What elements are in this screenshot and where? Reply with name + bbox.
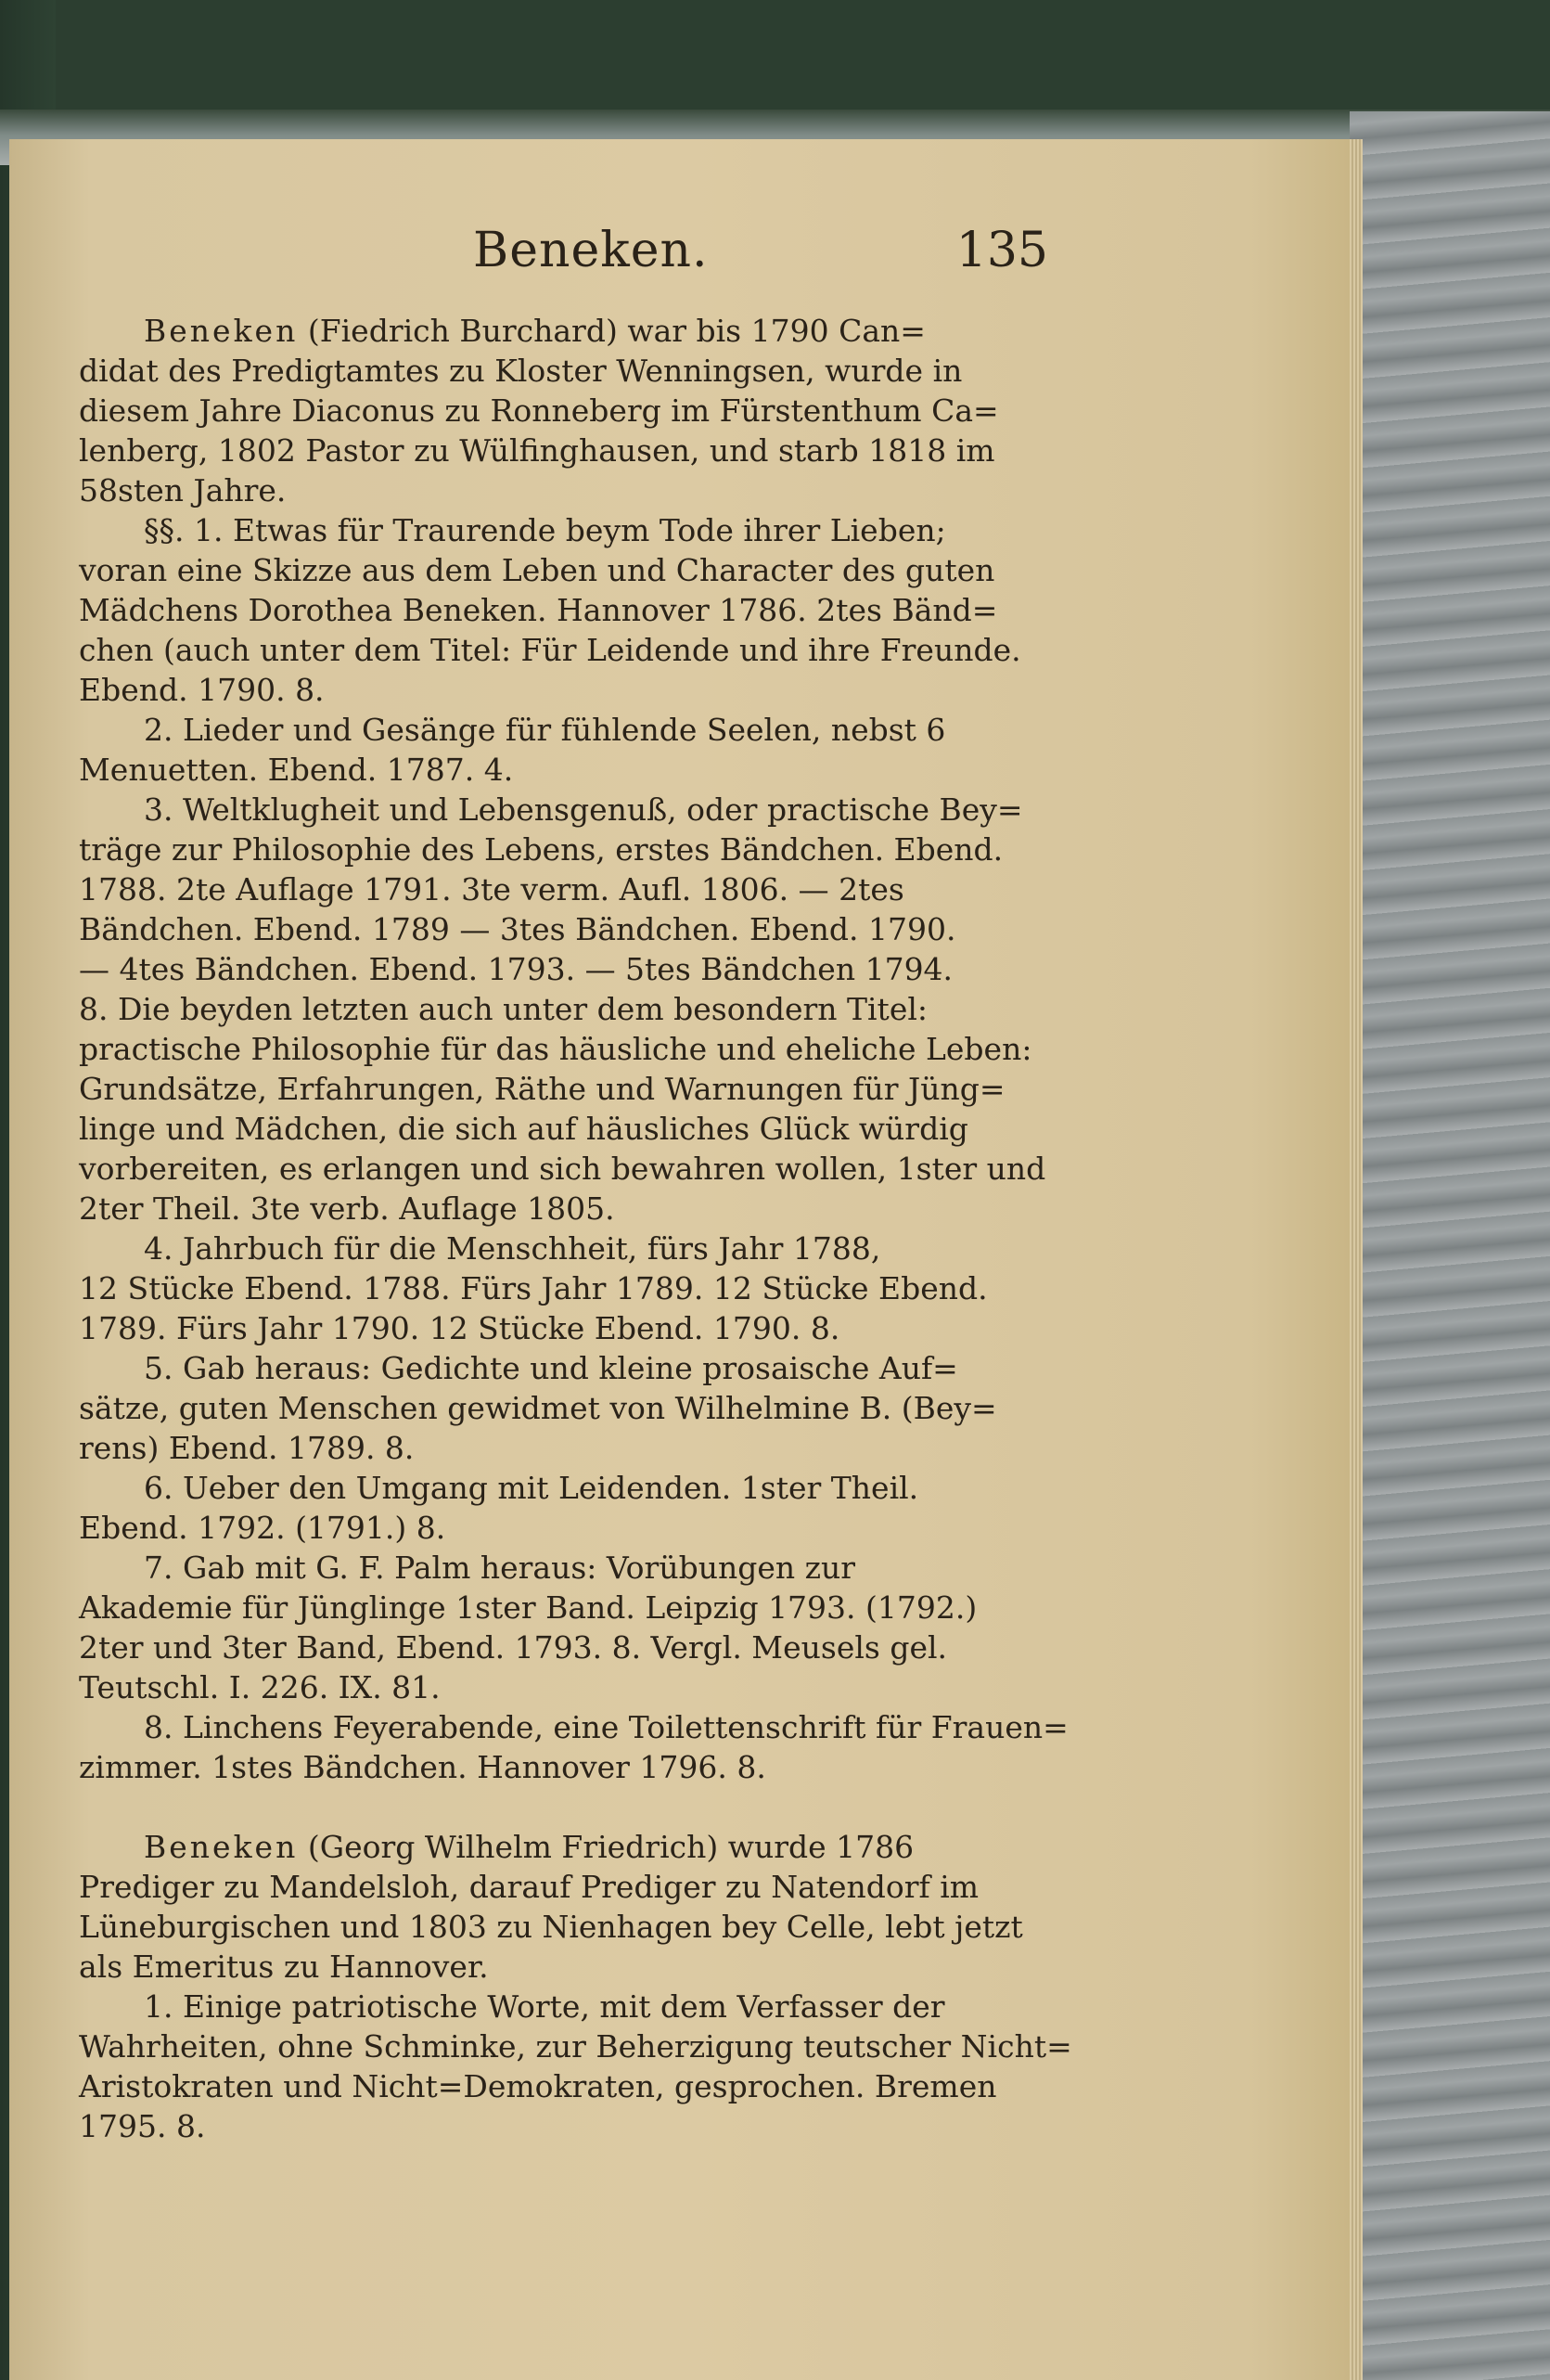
- line-text: 2ter und 3ter Band, Ebend. 1793. 8. Vergl. Meusels gel.: [79, 1629, 948, 1666]
- text-line: [79, 710, 1053, 750]
- page-number: 135: [955, 223, 1048, 278]
- line-text: träge zur Philosophie des Lebens, erstes Bändchen. Ebend.: [79, 831, 1004, 868]
- text-line: [79, 1109, 1053, 1149]
- text-line: [79, 1947, 1053, 1987]
- line-text: 5. Gab heraus: Gedichte und kleine prosaische Auf=: [144, 1350, 958, 1386]
- text-line: [79, 830, 1053, 869]
- line-text: zimmer. 1stes Bändchen. Hannover 1796. 8.: [79, 1749, 766, 1785]
- line-text: Bändchen. Ebend. 1789 — 3tes Bändchen. Ebend. 1790.: [79, 911, 956, 947]
- text-line: [79, 391, 1053, 431]
- text-line: [79, 869, 1053, 909]
- text-line: [79, 311, 1053, 351]
- text-line: [79, 1588, 1053, 1627]
- text-line: [79, 630, 1053, 670]
- line-text: practische Philosophie für das häusliche und eheliche Leben:: [79, 1031, 1032, 1067]
- line-text: Wahrheiten, ohne Schminke, zur Beherzigung teutscher Nicht=: [79, 2028, 1072, 2065]
- text-line: [79, 1867, 1053, 1907]
- line-text: 1788. 2te Auflage 1791. 3te verm. Aufl. 1806. — 2tes: [79, 871, 904, 907]
- text-line: [79, 949, 1053, 989]
- line-text: 4. Jahrbuch für die Menschheit, fürs Jahr 1788,: [144, 1230, 881, 1267]
- text-line: [79, 351, 1053, 391]
- text-line: [79, 670, 1053, 710]
- line-text: 1789. Fürs Jahr 1790. 12 Stücke Ebend. 1790. 8.: [79, 1310, 840, 1346]
- line-text: 6. Ueber den Umgang mit Leidenden. 1ster Theil.: [144, 1470, 919, 1506]
- line-text: (Georg Wilhelm Friedrich) wurde 1786: [298, 1829, 915, 1865]
- line-text: Aristokraten und Nicht=Demokraten, gesprochen. Bremen: [79, 2068, 997, 2104]
- text-line: [79, 1229, 1053, 1268]
- line-text: 8. Linchens Feyerabende, eine Toilettenschrift für Frauen=: [144, 1709, 1069, 1745]
- text-line: [79, 1548, 1053, 1588]
- line-text: Ebend. 1790. 8.: [79, 672, 325, 708]
- line-text: Grundsätze, Erfahrungen, Räthe und Warnungen für Jüng=: [79, 1071, 1006, 1107]
- text-line: [79, 1707, 1069, 1747]
- line-text: 2. Lieder und Gesänge für fühlende Seelen, nebst 6: [144, 712, 946, 748]
- text-line: [79, 1149, 1053, 1189]
- line-text: Akademie für Jünglinge 1ster Band. Leipzig 1793. (1792.): [79, 1589, 978, 1626]
- line-text: didat des Predigtamtes zu Kloster Wenningsen, wurde in: [79, 353, 963, 389]
- book-board: [1350, 111, 1550, 2380]
- page-text: [79, 311, 1072, 2146]
- entry-surname: Beneken: [144, 1829, 299, 1865]
- text-line: [79, 590, 1053, 630]
- line-text: linge und Mädchen, die sich auf häusliches Glück würdig: [79, 1111, 968, 1147]
- page-edge: [1350, 139, 1363, 2380]
- text-line: [79, 1747, 1053, 1787]
- text-line: [79, 1667, 1053, 1707]
- line-text: 3. Weltklugheit und Lebensgenuß, oder practische Bey=: [144, 791, 1023, 828]
- page-header: [83, 223, 1048, 288]
- text-line: [79, 1029, 1053, 1069]
- line-text: 58sten Jahre.: [79, 472, 287, 508]
- line-text: diesem Jahre Diaconus zu Ronneberg im Fürstenthum Ca=: [79, 392, 999, 429]
- line-text: chen (auch unter dem Titel: Für Leidende und ihre Freunde.: [79, 632, 1021, 668]
- line-text: 12 Stücke Ebend. 1788. Fürs Jahr 1789. 12 Stücke Ebend.: [79, 1270, 988, 1306]
- line-text: 8. Die beyden letzten auch unter dem besondern Titel:: [79, 991, 929, 1027]
- line-text: rens) Ebend. 1789. 8.: [79, 1430, 415, 1466]
- text-line: [79, 1268, 1053, 1308]
- text-line: [79, 1189, 1053, 1229]
- text-line: [79, 1468, 1053, 1508]
- text-line: [79, 790, 1053, 830]
- text-line: [79, 750, 1053, 790]
- text-line: [79, 510, 1053, 550]
- line-text: lenberg, 1802 Pastor zu Wülfinghausen, und starb 1818 im: [79, 432, 995, 469]
- text-line: [79, 2066, 1053, 2106]
- line-text: Prediger zu Mandelsloh, darauf Prediger zu Natendorf im: [79, 1869, 980, 1905]
- line-text: sätze, guten Menschen gewidmet von Wilhelmine B. (Bey=: [79, 1390, 997, 1426]
- line-text: (Fiedrich Burchard) war bis 1790 Can=: [298, 313, 926, 349]
- text-line: [79, 1987, 1053, 2026]
- text-line: [79, 1428, 1053, 1468]
- line-text: Mädchens Dorothea Beneken. Hannover 1786. 2tes Bänd=: [79, 592, 998, 628]
- text-line: [79, 1348, 1053, 1388]
- text-line: [79, 550, 1053, 590]
- running-head: Beneken.: [473, 223, 709, 278]
- text-line: [79, 1827, 1053, 1867]
- text-line: [79, 989, 1053, 1029]
- line-text: §§. 1. Etwas für Traurende beym Tode ihrer Lieben;: [144, 512, 946, 548]
- line-text: Lüneburgischen und 1803 zu Nienhagen bey Celle, lebt jetzt: [79, 1909, 1023, 1945]
- text-line: [79, 1388, 1053, 1428]
- text-line: [79, 2106, 1053, 2146]
- line-text: 1. Einige patriotische Worte, mit dem Verfasser der: [144, 1988, 945, 2025]
- text-line: [79, 1907, 1053, 1947]
- entry-surname: Beneken: [144, 313, 299, 349]
- line-text: Menuetten. Ebend. 1787. 4.: [79, 752, 514, 788]
- text-line: [79, 1308, 1053, 1348]
- text-line: [79, 1069, 1053, 1109]
- line-text: als Emeritus zu Hannover.: [79, 1949, 489, 1985]
- text-line: [79, 1508, 1053, 1548]
- line-text: 7. Gab mit G. F. Palm heraus: Vorübungen zur: [144, 1550, 856, 1586]
- text-line: [79, 909, 1053, 949]
- line-text: vorbereiten, es erlangen und sich bewahren wollen, 1ster und: [79, 1151, 1046, 1187]
- text-line: [79, 470, 1053, 510]
- text-line: [79, 2026, 1072, 2066]
- entry-gap: [79, 1787, 1053, 1827]
- line-text: Ebend. 1792. (1791.) 8.: [79, 1510, 446, 1546]
- text-line: [79, 1627, 1053, 1667]
- line-text: — 4tes Bändchen. Ebend. 1793. — 5tes Bändchen 1794.: [79, 951, 954, 987]
- line-text: 2ter Theil. 3te verb. Auflage 1805.: [79, 1190, 615, 1227]
- line-text: 1795. 8.: [79, 2108, 206, 2144]
- text-line: [79, 431, 1053, 470]
- line-text: Teutschl. I. 226. IX. 81.: [79, 1669, 441, 1705]
- line-text: voran eine Skizze aus dem Leben und Character des guten: [79, 552, 995, 588]
